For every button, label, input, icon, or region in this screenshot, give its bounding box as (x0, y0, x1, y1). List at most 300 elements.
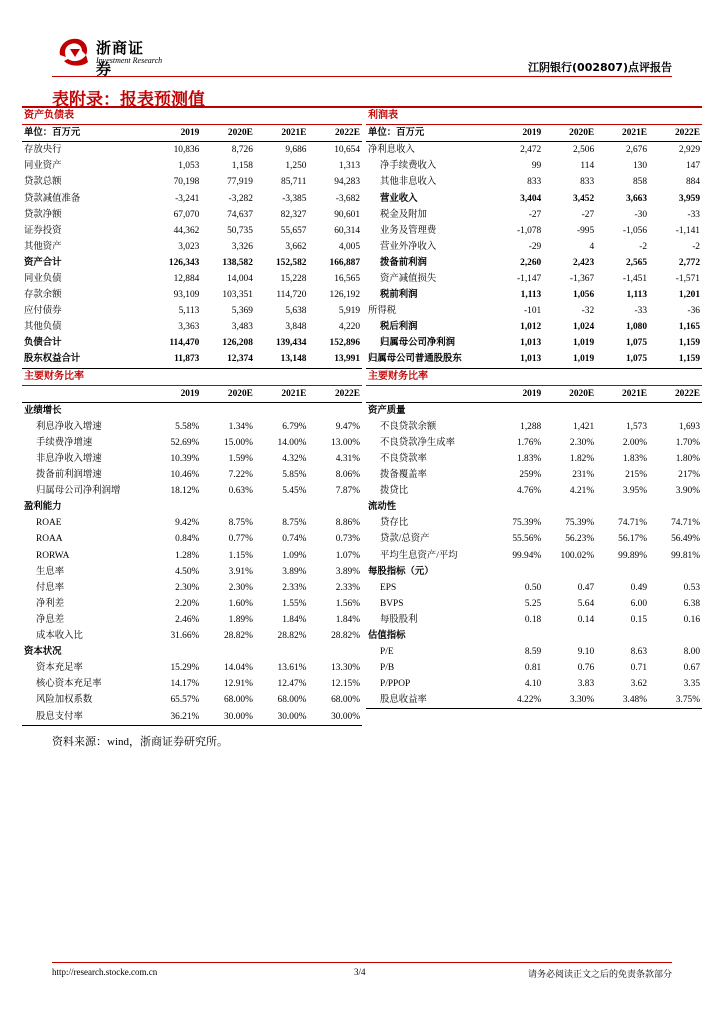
cell-value: 3,452 (573, 193, 595, 204)
ratios-left-table (22, 369, 362, 726)
cell-value: 833 (527, 177, 542, 188)
table-row (366, 287, 702, 303)
cell-value: -3,282 (228, 193, 253, 204)
table-row (22, 435, 362, 451)
cell-value: 5.58% (175, 421, 200, 432)
row-label: 税后利润 (380, 322, 418, 333)
cell-value: 15.29% (170, 663, 200, 674)
cell-value: 1,013 (490, 351, 543, 368)
table-row (366, 190, 702, 206)
cell-value: 3.95% (622, 486, 648, 497)
table-row (22, 612, 362, 628)
cell-value: 3.30% (543, 692, 596, 709)
cell-value: 12,884 (173, 273, 200, 284)
cell-value: 3.89% (282, 566, 307, 577)
cell-value: 1.83% (622, 454, 648, 465)
cell-value: 114 (580, 161, 595, 172)
table-title-row (366, 108, 702, 125)
unit-label: 单位：百万元 (366, 125, 490, 142)
cell-value: -33 (687, 209, 700, 220)
cell-value: 3.62 (630, 679, 648, 690)
cell-value: 6.38 (683, 598, 700, 609)
cell-value: 3.90% (675, 486, 700, 497)
cell-value: 139,434 (275, 338, 307, 349)
cell-value: 1.15% (228, 550, 253, 561)
cell-value: 3,023 (178, 241, 200, 252)
cell-value: 3,363 (178, 322, 200, 333)
cell-value: 1,019 (573, 338, 595, 349)
cell-value: 0.71 (630, 663, 648, 674)
group-header: 估值指标 (368, 631, 406, 642)
cell-value: 1,313 (338, 161, 360, 172)
cell-value: 13.61% (277, 663, 307, 674)
cell-value: 2.30% (228, 582, 253, 593)
row-label: 生息率 (36, 566, 65, 577)
group-header-row (22, 644, 362, 660)
row-label: 股息收益率 (366, 692, 490, 709)
year-header: 2019 (490, 385, 543, 402)
table-row (22, 515, 362, 531)
cell-value: 36.21% (148, 708, 202, 725)
cell-value: 1.84% (282, 614, 307, 625)
cell-value: -30 (634, 209, 648, 220)
cell-value: 99.94% (512, 550, 542, 561)
year-header: 2020E (201, 125, 255, 142)
table-row (22, 207, 362, 223)
cell-value: 3.83 (577, 679, 595, 690)
year-header: 2022E (308, 125, 362, 142)
cell-value: 13.00% (331, 437, 360, 448)
cell-value: 0.74% (282, 534, 307, 545)
row-label: 税金及附加 (380, 209, 427, 220)
row-label: 贷款减值准备 (24, 193, 81, 204)
cell-value: 1,075 (596, 351, 649, 368)
cell-value: 3,326 (231, 241, 253, 252)
cell-value: 0.67 (683, 663, 700, 674)
row-label: 贷款总额 (24, 177, 62, 188)
cell-value: 2,260 (520, 257, 542, 268)
table-row (22, 548, 362, 564)
logo-text-en: Investment Research (96, 56, 163, 65)
table-title: 利润表 (366, 108, 702, 125)
table-year-header-row (366, 125, 702, 142)
cell-value: 0.76 (577, 663, 595, 674)
cell-value: 0.16 (683, 614, 700, 625)
cell-value: 2,565 (625, 257, 648, 268)
cell-value: 0.50 (524, 582, 542, 593)
table-row (366, 319, 702, 335)
row-label: 存款余额 (24, 290, 62, 301)
cell-value: 217% (678, 470, 700, 481)
row-label: 非息净收入增速 (36, 454, 102, 465)
cell-value: 2,772 (678, 257, 700, 268)
cell-value: 1,201 (678, 290, 700, 301)
cell-value: 68.00% (277, 695, 307, 706)
row-label: 存放央行 (24, 145, 62, 156)
cell-value: 9.42% (175, 518, 200, 529)
cell-value: 4.32% (282, 454, 307, 465)
group-header: 流动性 (368, 502, 397, 513)
report-title: 江阴银行(002807)点评报告 (528, 61, 672, 74)
cell-value: 2.00% (622, 437, 648, 448)
table-row (366, 515, 702, 531)
table-title-row (22, 369, 362, 386)
row-label: 资产减值损失 (380, 273, 437, 284)
cell-value: 126,192 (329, 290, 360, 301)
row-label: P/E (380, 647, 394, 658)
cell-value: 94,283 (334, 177, 360, 188)
table-row (22, 419, 362, 435)
cell-value: 1,165 (678, 322, 700, 333)
cell-value: 44,362 (173, 225, 200, 236)
table-year-header-row (366, 385, 702, 402)
row-label: 资本充足率 (36, 663, 83, 674)
cell-value: 3,404 (520, 193, 542, 204)
year-header: 2022E (649, 125, 702, 142)
row-label: 业务及管理费 (380, 225, 437, 236)
cell-value: 10.39% (170, 454, 200, 465)
cell-value: 55.56% (512, 534, 542, 545)
cell-value: 82,327 (280, 209, 307, 220)
empty-cell (366, 385, 490, 402)
table-row (22, 223, 362, 239)
cell-value: 2.30% (175, 582, 200, 593)
cell-value: 4.50% (175, 566, 200, 577)
table-row (366, 451, 702, 467)
cell-value: 3,663 (625, 193, 648, 204)
footer-url[interactable]: http://research.stocke.com.cn (52, 967, 158, 977)
cell-value: 1,024 (573, 322, 595, 333)
source-note: 资料来源：wind，浙商证券研究所。 (52, 736, 228, 748)
row-label: 核心资本充足率 (36, 679, 102, 690)
year-header: 2021E (596, 125, 649, 142)
cell-value: 74.71% (618, 518, 648, 529)
cell-value: 8.59 (524, 647, 542, 658)
cell-value: 31.66% (170, 631, 200, 642)
cell-value: 52.69% (170, 437, 200, 448)
cell-value: 30.00% (201, 708, 255, 725)
row-label: 负债合计 (24, 338, 62, 349)
cell-value: 5,919 (338, 306, 360, 317)
table-row (366, 531, 702, 547)
cell-value: 2.46% (175, 614, 200, 625)
cell-value: 1.07% (335, 550, 360, 561)
table-row (366, 644, 702, 660)
table-row (366, 239, 702, 255)
cell-value: 8.75% (228, 518, 253, 529)
table-year-header-row (22, 125, 362, 142)
cell-value: 3,662 (285, 241, 307, 252)
row-label: 不良贷款余额 (380, 421, 437, 432)
cell-value: 14.04% (223, 663, 253, 674)
table-year-header-row (22, 385, 362, 402)
row-label: 净利差 (36, 598, 65, 609)
cell-value: 0.49 (630, 582, 648, 593)
cell-value: 0.81 (524, 663, 542, 674)
cell-value: 1.09% (282, 550, 307, 561)
cell-value: 6.79% (282, 421, 307, 432)
cell-value: 1,113 (626, 290, 648, 301)
cell-value: -1,571 (675, 273, 700, 284)
year-header: 2019 (148, 385, 202, 402)
row-label: 归属母公司普通股股东 (366, 351, 490, 368)
cell-value: -33 (634, 306, 648, 317)
table-row (22, 351, 362, 368)
company-logo (56, 35, 163, 78)
row-label: 不良贷款率 (380, 454, 427, 465)
row-label: 成本收入比 (36, 631, 83, 642)
cell-value: 13.30% (331, 663, 360, 674)
cell-value: 2,929 (678, 145, 700, 156)
cell-value: 28.82% (331, 631, 360, 642)
cell-value: 4,220 (338, 322, 360, 333)
row-label: 付息率 (36, 582, 65, 593)
table-row (22, 303, 362, 319)
cell-value: -2 (692, 241, 700, 252)
group-header-row (366, 628, 702, 644)
table-title: 资产负债表 (22, 108, 362, 125)
row-label: 拨贷比 (380, 486, 409, 497)
year-header: 2019 (148, 125, 202, 142)
cell-value: 1,113 (520, 290, 542, 301)
table-row (366, 660, 702, 676)
cell-value: 16,565 (334, 273, 360, 284)
logo-text-cn: 浙商证券 (96, 39, 145, 78)
cell-value: 14.00% (277, 437, 307, 448)
row-label: 同业负债 (24, 273, 62, 284)
cell-value: 1,080 (625, 322, 648, 333)
cell-value: 4.21% (569, 486, 595, 497)
group-header-row (366, 402, 702, 419)
cell-value: 1,056 (573, 290, 595, 301)
table-title: 主要财务比率 (366, 369, 702, 386)
table-row (22, 483, 362, 499)
cell-value: 68.00% (223, 695, 253, 706)
row-label: EPS (380, 582, 397, 593)
row-label: 税前利润 (380, 290, 418, 301)
cell-value: 2,676 (625, 145, 648, 156)
year-header: 2022E (649, 385, 702, 402)
table-row (366, 596, 702, 612)
table-row (366, 435, 702, 451)
cell-value: 8,726 (231, 145, 253, 156)
cell-value: -1,367 (569, 273, 595, 284)
table-row (366, 335, 702, 351)
cell-value: 9,686 (285, 145, 307, 156)
cell-value: 0.47 (577, 582, 595, 593)
row-label: 拨备前利润增速 (36, 470, 102, 481)
group-header-row (22, 402, 362, 419)
cell-value: 5.85% (282, 470, 307, 481)
cell-value: 5.45% (282, 486, 307, 497)
cell-value: 99.89% (618, 550, 648, 561)
cell-value: 215% (625, 470, 648, 481)
table-row (22, 596, 362, 612)
cell-value: 15,228 (280, 273, 307, 284)
table-row (22, 660, 362, 676)
table-row (22, 174, 362, 190)
cell-value: 5,638 (285, 306, 307, 317)
cell-value: 56.17% (618, 534, 648, 545)
cell-value: 56.23% (565, 534, 595, 545)
cell-value: 56.49% (671, 534, 700, 545)
cell-value: 2,423 (573, 257, 595, 268)
cell-value: 74,637 (227, 209, 253, 220)
cell-value: 65.57% (170, 695, 200, 706)
cell-value: 1.34% (228, 421, 253, 432)
cell-value: 130 (632, 161, 648, 172)
cell-value: 11,873 (148, 351, 202, 368)
row-label: 归属母公司净利润增 (36, 486, 121, 497)
cell-value: 1,573 (625, 421, 648, 432)
cell-value: 85,711 (281, 177, 307, 188)
table-row (366, 174, 702, 190)
balance-sheet-table (22, 108, 362, 369)
table-row (366, 548, 702, 564)
cell-value: 30.00% (308, 708, 362, 725)
cell-value: 74.71% (671, 518, 700, 529)
cell-value: 7.22% (228, 470, 253, 481)
cell-value: -1,078 (517, 225, 542, 236)
row-label: ROAA (36, 534, 63, 545)
cell-value: 5.64 (577, 598, 595, 609)
cell-value: 3,848 (285, 322, 307, 333)
table-row (22, 158, 362, 174)
row-label: P/PPOP (380, 679, 411, 690)
year-header: 2020E (543, 385, 596, 402)
row-label: 归属母公司净利润 (380, 338, 456, 349)
year-header: 2020E (201, 385, 255, 402)
cell-value: 12.47% (277, 679, 307, 690)
cell-value: 3,483 (231, 322, 253, 333)
cell-value: 12.15% (331, 679, 360, 690)
header-divider (52, 76, 672, 77)
cell-value: 1,159 (678, 338, 700, 349)
cell-value: 1.70% (675, 437, 700, 448)
cell-value: 10.46% (170, 470, 200, 481)
row-label: 同业资产 (24, 161, 62, 172)
table-row (22, 708, 362, 725)
cell-value: 8.75% (282, 518, 307, 529)
group-header: 资本状况 (24, 647, 62, 658)
row-label: 营业收入 (380, 193, 418, 204)
cell-value: 103,351 (222, 290, 253, 301)
cell-value: 1,012 (520, 322, 542, 333)
cell-value: -1,056 (622, 225, 648, 236)
cell-value: 1.83% (517, 454, 542, 465)
cell-value: 231% (572, 470, 595, 481)
table-row (366, 255, 702, 271)
cell-value: 833 (580, 177, 595, 188)
row-label: 拨备前利润 (380, 257, 427, 268)
cell-value: 28.82% (223, 631, 253, 642)
cell-value: 1.82% (569, 454, 595, 465)
year-header: 2020E (543, 125, 596, 142)
logo-mark-icon (56, 35, 90, 67)
group-header-row (366, 499, 702, 515)
table-row (366, 483, 702, 499)
row-label: 贷款净额 (24, 209, 62, 220)
table-row (366, 676, 702, 692)
cell-value: 3.91% (228, 566, 253, 577)
table-title: 主要财务比率 (22, 369, 362, 386)
table-row (22, 287, 362, 303)
cell-value: 50,735 (227, 225, 253, 236)
cell-value: 4.76% (517, 486, 542, 497)
table-row (22, 676, 362, 692)
cell-value: 15.00% (223, 437, 253, 448)
cell-value: 1,013 (520, 338, 542, 349)
cell-value: 152,582 (275, 257, 307, 268)
cell-value: 166,887 (329, 257, 360, 268)
cell-value: 259% (519, 470, 542, 481)
cell-value: 884 (685, 177, 700, 188)
cell-value: 0.77% (228, 534, 253, 545)
cell-value: 0.84% (175, 534, 200, 545)
table-row (366, 419, 702, 435)
cell-value: 12.91% (223, 679, 253, 690)
cell-value: 2,472 (520, 145, 542, 156)
cell-value: -27 (581, 209, 595, 220)
row-label: ROAE (36, 518, 62, 529)
group-header: 资产质量 (368, 405, 406, 416)
empty-cell (22, 385, 148, 402)
cell-value: 100.02% (560, 550, 595, 561)
cell-value: 70,198 (173, 177, 200, 188)
cell-value: 1,421 (573, 421, 595, 432)
cell-value: 1.56% (335, 598, 360, 609)
table-row (22, 564, 362, 580)
group-header: 业绩增长 (24, 405, 62, 416)
row-label: 净手续费收入 (380, 161, 437, 172)
cell-value: 93,109 (173, 290, 200, 301)
unit-label: 单位：百万元 (22, 125, 148, 142)
cell-value: -3,241 (175, 193, 200, 204)
cell-value: 0.14 (577, 614, 595, 625)
cell-value: 1.28% (175, 550, 200, 561)
cell-value: 28.82% (277, 631, 307, 642)
cell-value: 4 (589, 241, 595, 252)
cell-value: 126,343 (168, 257, 200, 268)
cell-value: 99.81% (671, 550, 700, 561)
cell-value: -1,451 (622, 273, 648, 284)
cell-value: 4.10 (524, 679, 542, 690)
cell-value: 5,369 (231, 306, 253, 317)
cell-value: 0.53 (683, 582, 700, 593)
cell-value: 1.55% (282, 598, 307, 609)
row-label: 所得税 (368, 306, 397, 317)
cell-value: 1,159 (649, 351, 702, 368)
cell-value: -995 (576, 225, 595, 236)
cell-value: 77,919 (227, 177, 253, 188)
row-label: RORWA (36, 550, 70, 561)
row-label: 其他非息收入 (380, 177, 437, 188)
cell-value: 0.18 (524, 614, 542, 625)
cell-value: 68.00% (331, 695, 360, 706)
table-row (366, 351, 702, 368)
row-label: 贷存比 (380, 518, 409, 529)
cell-value: 1,250 (285, 161, 307, 172)
cell-value: 2,506 (573, 145, 595, 156)
table-row (22, 628, 362, 644)
cell-value: -29 (528, 241, 542, 252)
row-label: 其他负债 (24, 322, 62, 333)
cell-value: 13,991 (308, 351, 362, 368)
row-label: 股息支付率 (22, 708, 148, 725)
cell-value: 0.63% (228, 486, 253, 497)
row-label: 资产合计 (24, 257, 62, 268)
cell-value: 147 (685, 161, 700, 172)
